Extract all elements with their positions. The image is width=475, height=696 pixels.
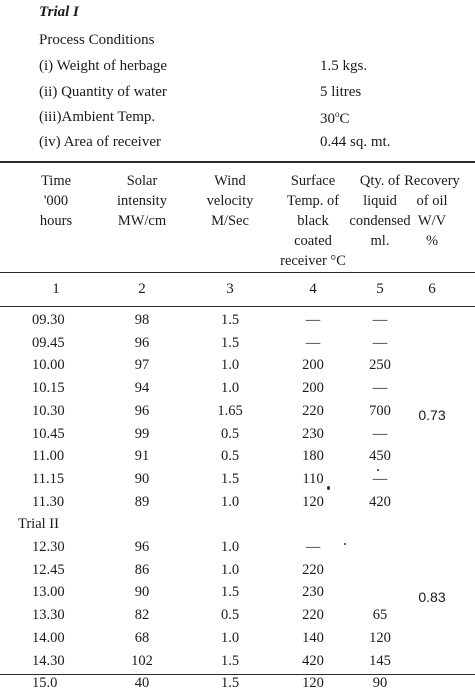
time-cell: 11.15 (32, 470, 65, 487)
table-row (0, 606, 475, 628)
trial-i-heading: Trial I (39, 4, 79, 20)
condition-value: 1.5 kgs. (320, 58, 368, 74)
table-row (0, 674, 475, 696)
condition-label: (iv) Area of receiver (39, 134, 162, 150)
table-cell: 180 (302, 448, 324, 465)
table-cell: 97 (134, 357, 150, 374)
table-row (0, 311, 475, 333)
condition-row (39, 84, 469, 104)
table-cell: 90 (372, 675, 388, 692)
print-speck (344, 543, 346, 545)
table-cell: — (372, 470, 388, 487)
table-cell: 1.5 (220, 470, 240, 487)
table-cell: 91 (134, 448, 150, 465)
table-row (0, 356, 475, 378)
time-cell: 09.45 (32, 334, 65, 351)
print-speck (327, 486, 330, 490)
table-cell: 230 (302, 425, 324, 442)
table-cell: 94 (134, 380, 150, 397)
recovery-trial-i: 0.73 (418, 407, 446, 423)
table-row (0, 652, 475, 674)
table-cell: — (372, 334, 388, 351)
condition-label: (iii)Ambient Temp. (39, 109, 156, 125)
table-cell: — (305, 312, 321, 328)
column-header: Surface Temp. of black coated receiver °C (280, 173, 346, 269)
process-conditions-heading: Process Conditions (39, 32, 155, 48)
table-cell: 220 (302, 402, 324, 419)
condition-label: (i) Weight of herbage (39, 58, 168, 74)
table-cell: 99 (134, 425, 150, 442)
column-header: Recovery of oil W/V % (404, 173, 460, 249)
time-cell: 10.15 (32, 380, 65, 397)
table-cell: 96 (134, 402, 150, 419)
column-number: 5 (376, 281, 384, 297)
condition-value (320, 109, 350, 128)
print-speck (377, 469, 379, 471)
time-cell: 09.30 (32, 312, 65, 328)
column-number: 4 (309, 281, 317, 297)
time-cell: 14.00 (32, 629, 65, 646)
table-cell: 90 (134, 470, 150, 487)
table-top-rule (0, 161, 475, 163)
table-cell: 220 (302, 607, 324, 624)
condition-value-unit: C (339, 111, 350, 127)
table-cell: 68 (134, 629, 150, 646)
time-cell: 10.30 (32, 402, 65, 419)
table-cell: — (305, 539, 321, 555)
condition-row (39, 109, 469, 129)
table-cell: 1.0 (220, 629, 240, 646)
time-cell: 13.30 (32, 607, 65, 624)
table-row (0, 425, 475, 447)
table-cell: 86 (134, 561, 150, 578)
table-cell: 102 (131, 652, 153, 669)
table-cell: 1.5 (220, 652, 240, 669)
table-cell: 1.5 (220, 312, 240, 328)
time-cell: 12.45 (32, 561, 65, 578)
column-number: 1 (52, 281, 60, 297)
column-number: 6 (428, 281, 436, 297)
table-cell: 140 (302, 629, 324, 646)
table-cell: — (372, 380, 388, 397)
table-cell: — (372, 425, 388, 442)
table-cell: 110 (302, 470, 324, 487)
table-cell: 0.5 (220, 607, 240, 624)
table-cell: 65 (372, 607, 388, 624)
condition-row (39, 58, 469, 78)
table-cell: 1.65 (217, 402, 243, 419)
table-cell: 1.0 (220, 493, 240, 510)
table-row (0, 334, 475, 356)
table-cell: 1.5 (220, 584, 240, 601)
table-cell: 230 (302, 584, 324, 601)
table-bottom-rule (0, 674, 475, 675)
column-header: Qty. of liquid condensed ml. (349, 173, 411, 249)
table-cell: 1.0 (220, 357, 240, 374)
trial-ii-label: Trial II (18, 516, 59, 533)
table-cell: 420 (302, 652, 324, 669)
table-cell: 98 (134, 312, 150, 328)
column-header: Time '000 hours (39, 173, 73, 229)
table-cell: — (305, 334, 321, 351)
table-cell: 0.5 (220, 425, 240, 442)
table-cell: 700 (369, 402, 391, 419)
table-cell: 90 (134, 584, 150, 601)
table-row (0, 470, 475, 492)
degree-symbol: o (335, 109, 340, 119)
table-cell: 1.0 (220, 561, 240, 578)
column-number: 3 (226, 281, 234, 297)
time-cell: 10.45 (32, 425, 65, 442)
column-number: 2 (138, 281, 146, 297)
table-cell: 1.0 (220, 380, 240, 397)
table-cell: 450 (369, 448, 391, 465)
condition-value: 0.44 sq. mt. (320, 134, 391, 150)
table-cell: 120 (302, 493, 324, 510)
table-cell: 1.0 (220, 539, 240, 555)
table-row (0, 538, 475, 560)
time-cell: 11.00 (32, 448, 65, 465)
table-row (0, 379, 475, 401)
table-cell: 40 (134, 675, 150, 692)
table-cell: 120 (369, 629, 391, 646)
table-row (0, 493, 475, 515)
condition-row (39, 134, 469, 154)
table-row (0, 447, 475, 469)
table-cell: 250 (369, 357, 391, 374)
time-cell: 15.0 (32, 675, 58, 692)
table-cell: 145 (369, 652, 391, 669)
column-number-rule (0, 306, 475, 307)
time-cell: 14.30 (32, 652, 65, 669)
time-cell: 10.00 (32, 357, 65, 374)
table-row (0, 561, 475, 583)
table-cell: 0.5 (220, 448, 240, 465)
recovery-trial-ii: 0.83 (418, 589, 446, 605)
column-header: Wind velocity M/Sec (206, 173, 254, 229)
table-cell: 1.5 (220, 675, 240, 692)
table-cell: 200 (302, 357, 324, 374)
table-cell: 82 (134, 607, 150, 624)
condition-label: (ii) Quantity of water (39, 84, 167, 100)
column-header: Solar intensity MW/cm (117, 173, 167, 229)
table-cell: 89 (134, 493, 150, 510)
condition-value: 5 litres (320, 84, 362, 100)
table-cell: 96 (134, 539, 150, 555)
time-cell: 13.00 (32, 584, 65, 601)
condition-value-number: 30 (320, 111, 335, 127)
table-cell: 220 (302, 561, 324, 578)
time-cell: 12.30 (32, 539, 65, 555)
table-cell: 96 (134, 334, 150, 351)
table-row (0, 629, 475, 651)
header-rule (0, 272, 475, 273)
table-cell: 1.5 (220, 334, 240, 351)
table-cell: — (372, 312, 388, 328)
table-cell: 120 (302, 675, 324, 692)
table-cell: 200 (302, 380, 324, 397)
time-cell: 11.30 (32, 493, 65, 510)
table-cell: 420 (369, 493, 391, 510)
